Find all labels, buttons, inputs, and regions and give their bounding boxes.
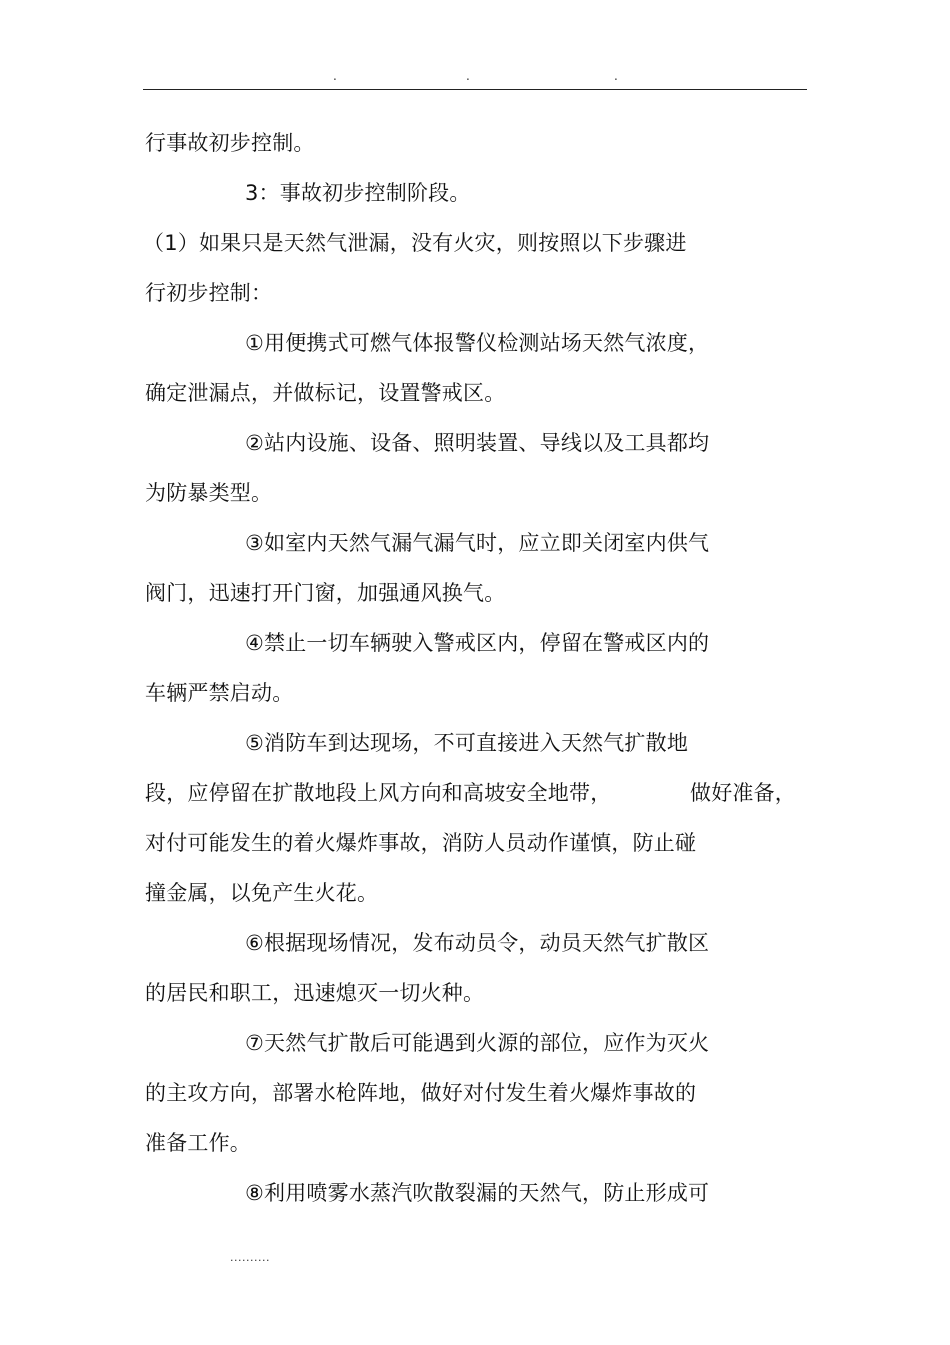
body-line: 车辆严禁启动。 bbox=[145, 681, 294, 705]
body-line: 确定泄漏点，并做标记，设置警戒区。 bbox=[145, 381, 506, 405]
list-item-2: ②站内设施、设备、照明装置、导线以及工具都均 bbox=[245, 431, 710, 455]
body-line: 为防暴类型。 bbox=[145, 481, 273, 505]
body-line: 的主攻方向，部署水枪阵地，做好对付发生着火爆炸事故的 bbox=[145, 1081, 697, 1105]
list-item-8: ⑧利用喷雾水蒸汽吹散裂漏的天然气，防止形成可 bbox=[245, 1181, 710, 1205]
list-item-3: ③如室内天然气漏气漏气时，应立即关闭室内供气 bbox=[245, 531, 710, 555]
header-dot: . bbox=[614, 69, 618, 83]
body-line: 阀门，迅速打开门窗，加强通风换气。 bbox=[145, 581, 506, 605]
body-line: （1）如果只是天然气泄漏，没有火灾，则按照以下步骤进 bbox=[143, 231, 687, 255]
list-item-6: ⑥根据现场情况，发布动员令，动员天然气扩散区 bbox=[245, 931, 710, 955]
body-line: 行事故初步控制。 bbox=[145, 131, 315, 155]
list-item-7: ⑦天然气扩散后可能遇到火源的部位，应作为灭火 bbox=[245, 1031, 710, 1055]
header-divider bbox=[143, 89, 807, 90]
footer-dots: .......... bbox=[230, 1251, 270, 1264]
list-item-4: ④禁止一切车辆驶入警戒区内，停留在警戒区内的 bbox=[245, 631, 710, 655]
header-dot: . bbox=[466, 69, 470, 83]
body-line: 行初步控制： bbox=[145, 281, 273, 305]
body-line: 的居民和职工，迅速熄灭一切火种。 bbox=[145, 981, 485, 1005]
body-line: 对付可能发生的着火爆炸事故，消防人员动作谨慎，防止碰 bbox=[145, 831, 697, 855]
list-item-5: ⑤消防车到达现场，不可直接进入天然气扩散地 bbox=[245, 731, 689, 755]
body-line: 撞金属，以免产生火花。 bbox=[145, 881, 379, 905]
body-line: 准备工作。 bbox=[145, 1131, 251, 1155]
body-line: 做好准备， bbox=[690, 781, 796, 805]
section-heading: 3：事故初步控制阶段。 bbox=[245, 181, 471, 205]
body-line: 段，应停留在扩散地段上风方向和高坡安全地带， bbox=[145, 781, 612, 805]
header-dot: . bbox=[333, 69, 337, 83]
list-item-1: ①用便携式可燃气体报警仪检测站场天然气浓度， bbox=[245, 331, 710, 355]
